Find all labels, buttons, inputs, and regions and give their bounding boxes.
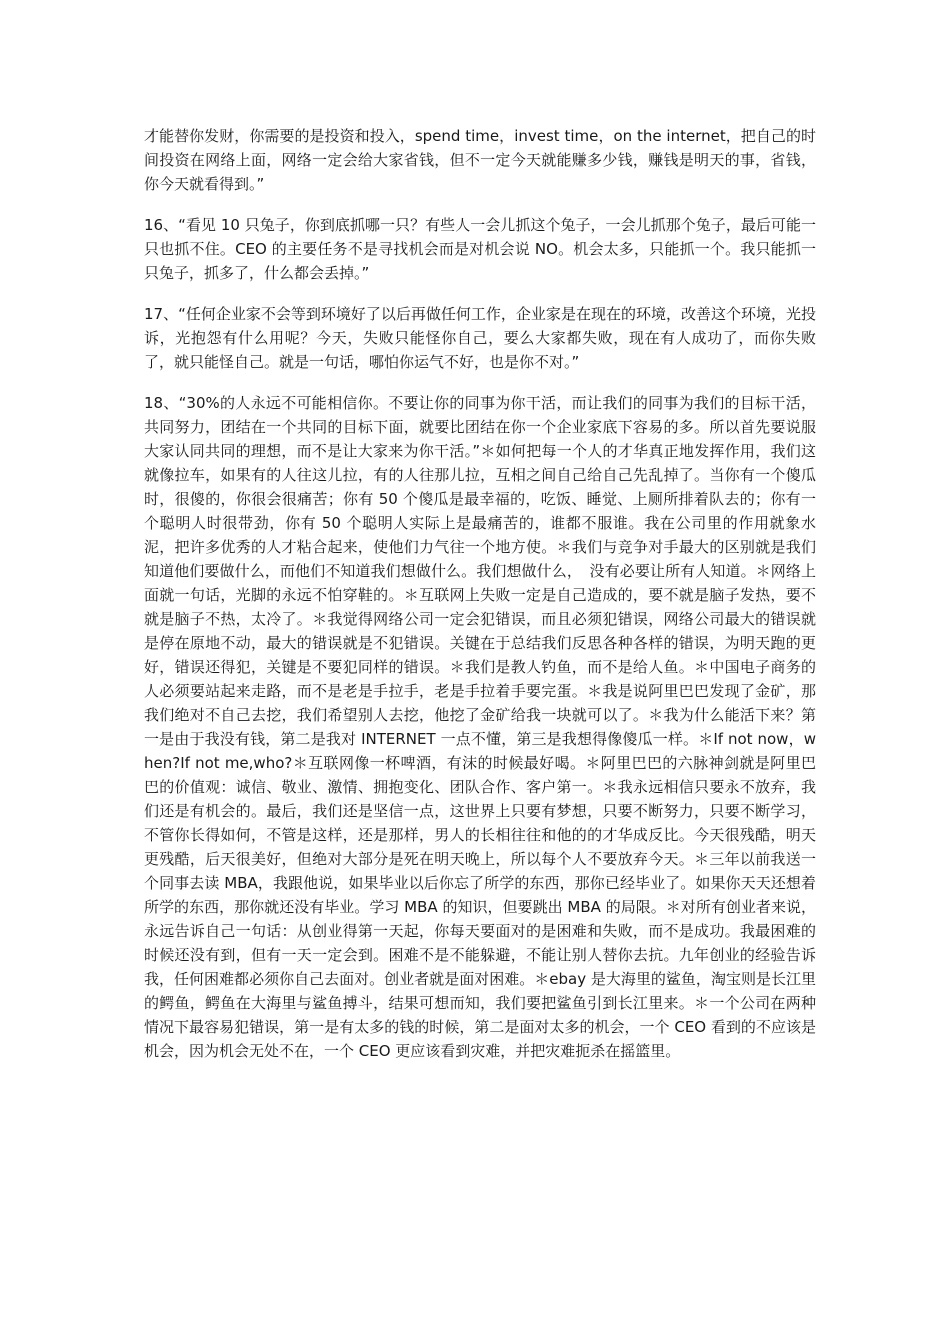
paragraph-16: 16、“看见 10 只兔子，你到底抓哪一只？有些人一会儿抓这个兔子，一会儿抓那个兔子，最后可能一只也抓不住。CEO 的主要任务不是寻找机会而是对机会说 NO。机会太多，只能抓一个。我只能抓一只兔子，抓多了，什么都会丢掉。” xyxy=(144,216,816,282)
paragraph-18: 18、“30%的人永远不可能相信你。不要让你的同事为你干活，而让我们的同事为我们的目标干活，共同努力，团结在一个共同的目标下面，就要比团结在你一个企业家底下容易的多。所以首先要说服大家认同共同的理想，而不是让大家来为你干活。”＊如何把每一个人的才华真正地发挥作用，我们这就像拉车，如果有的人往这儿拉，有的人往那儿拉，互相之间自己给自己先乱掉了。当你有一个傻瓜时，很傻的，你很会很痛苦；你有 50 个傻瓜是最幸福的，吃饭、睡觉、上厕所排着队去的；你有一个聪明人时很带劲，你有 50 个聪明人实际上是最痛苦的，谁都不服谁。我在公司里的作用就象水泥，把许多优秀的人才粘合起来，使他们力气往一个地方使。＊我们与竞争对手最大的区别就是我们知道他们要做什么，而他们不知道我们想做什么。我们想做什么， 没有必要让所有人知道。＊网络上面就一句话，光脚的永远不怕穿鞋的。＊互联网上失败一定是自己造成的，要不就是脑子发热，要不就是脑子不热，太冷了。＊我觉得网络公司一定会犯错误，而且必须犯错误，网络公司最大的错误就是停在原地不动，最大的错误就是不犯错误。关键在于总结我们反思各种各样的错误，为明天跑的更好，错误还得犯，关键是不要犯同样的错误。＊我们是教人钓鱼，而不是给人鱼。＊中国电子商务的人必须要站起来走路，而不是老是手拉手，老是手拉着手要完蛋。＊我是说阿里巴巴发现了金矿，那我们绝对不自己去挖，我们希望别人去挖，他挖了金矿给我一块就可以了。＊我为什么能活下来？第一是由于我没有钱，第二是我对 INTERNET 一点不懂，第三是我想得像傻瓜一样。＊If not now，when?If not me,who?＊互联网像一杯啤酒，有沫的时候最好喝。＊阿里巴巴的六脉神剑就是阿里巴巴的价值观：诚信、敬业、激情、拥抱变化、团队合作、客户第一。＊我永远相信只要永不放弃，我们还是有机会的。最后，我们还是坚信一点，这世界上只要有梦想，只要不断努力，只要不断学习，不管你长得如何，不管是这样，还是那样，男人的长相往往和他的的才华成反比。今天很残酷，明天更残酷，后天很美好，但绝对大部分是死在明天晚上，所以每个人不要放弃今天。＊三年以前我送一个同事去读 MBA，我跟他说，如果毕业以后你忘了所学的东西，那你已经毕业了。如果你天天还想着所学的东西，那你就还没有毕业。学习 MBA 的知识，但要跳出 MBA 的局限。＊对所有创业者来说，永远告诉自己一句话：从创业得第一天起，你每天要面对的是困难和失败，而不是成功。我最困难的时候还没有到，但有一天一定会到。困难不是不能躲避，不能让别人替你去抗。九年创业的经验告诉我，任何困难都必须你自己去面对。创业者就是面对困难。＊ebay 是大海里的鲨鱼，淘宝则是长江里的鳄鱼，鳄鱼在大海里与鲨鱼搏斗，结果可想而知，我们要把鲨鱼引到长江里来。＊一个公司在两种情况下最容易犯错误，第一是有太多的钱的时候，第二是面对太多的机会，一个 CEO 看到的不应该是机会，因为机会无处不在，一个 CEO 更应该看到灾难，并把灾难扼杀在摇篮里。 xyxy=(144,394,816,1060)
paragraph-continued: 才能替你发财，你需要的是投资和投入，spend time，invest time，on the internet，把自己的时间投资在网络上面，网络一定会给大家省钱，但不一定今天就能赚多少钱，赚钱是明天的事，省钱，你今天就看得到。” xyxy=(144,127,816,193)
paragraph-17: 17、“任何企业家不会等到环境好了以后再做任何工作，企业家是在现在的环境，改善这个环境，光投诉，光抱怨有什么用呢？今天，失败只能怪你自己，要么大家都失败，现在有人成功了，而你失败了，就只能怪自己。就是一句话，哪怕你运气不好，也是你不对。” xyxy=(144,305,816,371)
document-body xyxy=(144,124,816,1063)
